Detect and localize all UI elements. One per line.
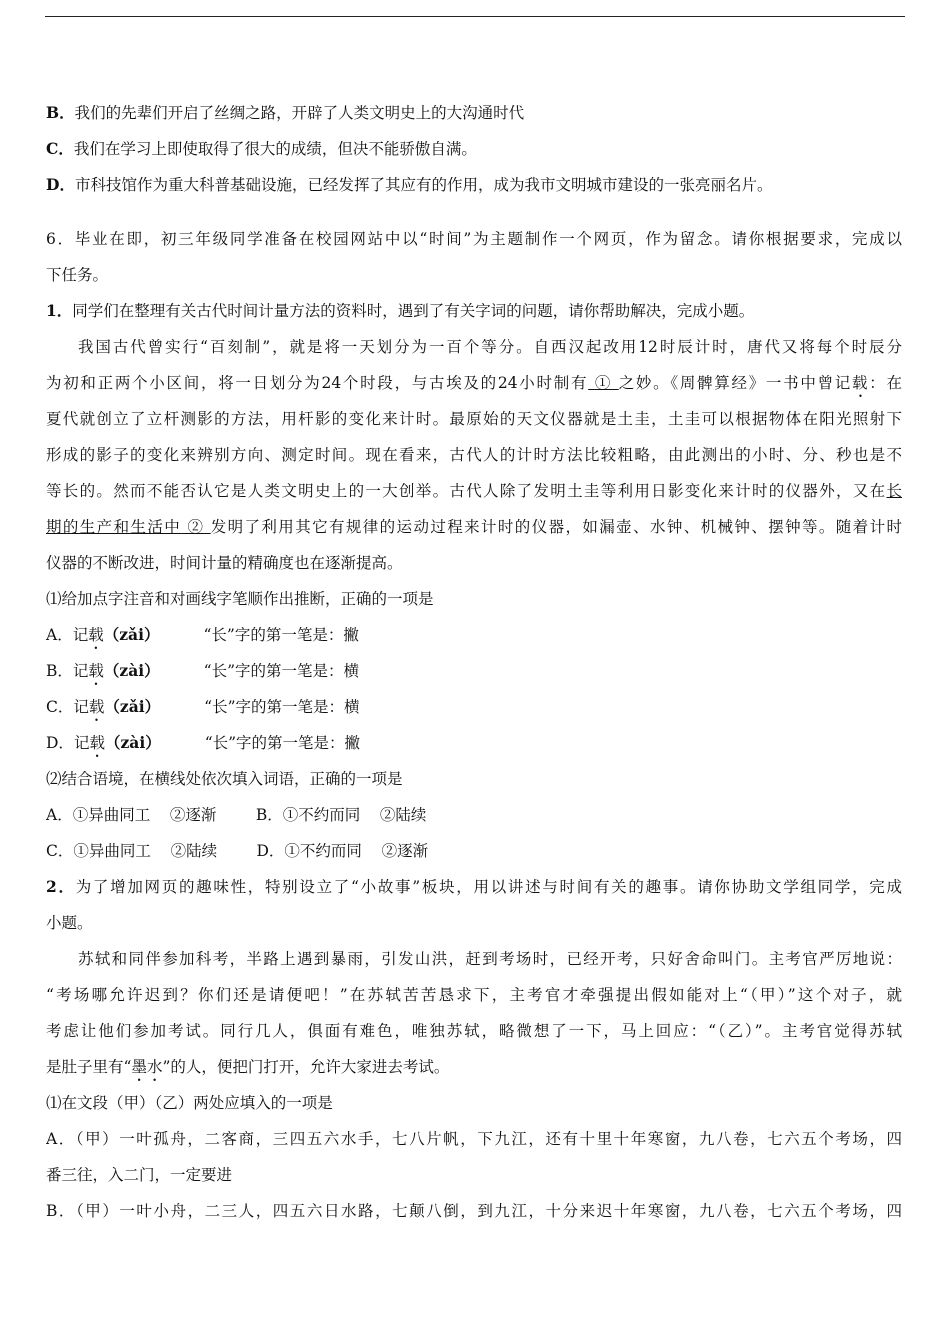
passage-text: ：在 bbox=[869, 374, 902, 392]
sub-question-1 bbox=[46, 293, 902, 329]
passage-1-line-3: 夏代就创立了立杆测影的方法，用杆影的变化来计时。最原始的天文仪器就是土圭，土圭可以根据物体在阳光照射下 bbox=[46, 410, 902, 428]
blank-2-number: ② bbox=[187, 518, 205, 536]
stroke-answer: “长”字的第一笔是：撇 bbox=[203, 626, 359, 644]
option-letter: B． bbox=[46, 662, 73, 680]
exam-page bbox=[46, 95, 902, 1229]
question-1-1-option-d bbox=[46, 725, 902, 761]
dotted-word: 墨水 bbox=[131, 1058, 163, 1076]
option-word: 记 bbox=[73, 734, 90, 752]
underlined-char: 长 bbox=[886, 482, 902, 500]
sub-question-text: 同学们在整理有关古代时间计量方法的资料时，遇到了有关字词的问题，请你帮助解决，完成小题。 bbox=[72, 302, 755, 320]
pinyin: （zài） bbox=[103, 661, 160, 680]
header-rule bbox=[45, 16, 905, 17]
option-word: 记 bbox=[72, 662, 89, 680]
question-2-1-option-a-line-2: 番三往，入二门，一定要进 bbox=[46, 1166, 233, 1184]
blank-1 bbox=[588, 374, 619, 392]
passage-text: ”的人，便把门打开，允许大家进去考试。 bbox=[162, 1058, 450, 1076]
question-1-2-options-row-1: A．①异曲同工 ②逐渐 B．①不约而同 ②陆续 bbox=[46, 806, 427, 824]
option-word: 记 bbox=[73, 698, 89, 716]
passage-2-line-1: 苏轼和同伴参加科考，半路上遇到暴雨，引发山洪，赶到考场时，已经开考，只好舍命叫门。主考官严厉地说： bbox=[78, 950, 902, 968]
passage-1-line-4: 形成的影子的变化来辨别方向、测定时间。现在看来，古代人的计时方法比较粗略，由此测出的小时、分、秒也是不 bbox=[46, 446, 902, 464]
question-2-1-option-b-line-1: B．（甲）一叶小舟，二三人，四五六日水路，七颠八倒，到九江，十分来迟十年寒窗，九八卷，七六五个考场，四 bbox=[46, 1202, 902, 1220]
question-1-2-options-row-2: C．①异曲同工 ②陆续 D．①不约而同 ②逐渐 bbox=[46, 842, 429, 860]
passage-1-line-7: 仪器的不断改进，时间计量的精确度也在逐渐提高。 bbox=[46, 554, 403, 572]
sub-question-2-line-2: 小题。 bbox=[46, 914, 93, 932]
passage-1-line-5 bbox=[46, 473, 902, 509]
passage-text: 是肚子里有“ bbox=[46, 1058, 132, 1076]
blank-2 bbox=[181, 518, 211, 536]
option-word: 记 bbox=[72, 626, 89, 644]
question-1-1-option-c bbox=[46, 689, 902, 725]
option-letter: C． bbox=[46, 139, 74, 158]
passage-text: 为初和正两个小区间，将一日划分为24个时段，与古埃及的24小时制有 bbox=[46, 374, 589, 392]
passage-1-line-2 bbox=[46, 365, 902, 401]
passage-2-line-3: 考虑让他们参加考试。同行几人，俱面有难色，唯独苏轼，略微想了一下，马上回应：“（乙）”。主考官觉得苏轼 bbox=[46, 1022, 902, 1040]
question-1-1-option-b bbox=[46, 653, 902, 689]
dotted-char: 载 bbox=[852, 374, 870, 392]
option-letter: A． bbox=[46, 626, 73, 644]
stroke-answer: “长”字的第一笔是：撇 bbox=[204, 734, 361, 752]
question-1-1-option-a bbox=[46, 617, 902, 653]
question-6-line-1: 6．毕业在即，初三年级同学准备在校园网站中以“时间”为主题制作一个网页，作为留念。请你根据要求，完成以 bbox=[46, 230, 902, 248]
passage-1-line-6 bbox=[46, 509, 902, 545]
underlined-text: 期的生产和生活中 bbox=[46, 518, 182, 536]
sub-question-label: 2． bbox=[46, 877, 76, 896]
question-2-1-option-a-line-1: A．（甲）一叶孤舟，二客商，三四五六水手，七八片帆，下九江，还有十里十年寒窗，九八卷，七六五个考场，四 bbox=[46, 1130, 902, 1148]
passage-2-line-4 bbox=[46, 1049, 902, 1085]
option-d bbox=[46, 167, 902, 203]
dotted-char: 载 bbox=[88, 698, 105, 716]
question-6-line-2: 下任务。 bbox=[46, 266, 109, 284]
blank-1-number: ① bbox=[594, 374, 613, 392]
pinyin: （zǎi） bbox=[103, 625, 160, 644]
pinyin: （zǎi） bbox=[104, 697, 161, 716]
option-text: 我们的先辈们开启了丝绸之路，开辟了人类文明史上的大沟通时代 bbox=[74, 104, 525, 122]
question-1-2-stem: ⑵结合语境，在横线处依次填入词语，正确的一项是 bbox=[46, 770, 403, 788]
passage-text: 发明了利用其它有规律的运动过程来计时的仪器，如漏壶、水钟、机械钟、摆钟等。随着计时 bbox=[210, 518, 902, 536]
passage-text: 之妙。《周髀算经》一书中曾记 bbox=[618, 374, 853, 392]
sub-question-text: 为了增加网页的趣味性，特别设立了“小故事”板块，用以讲述与时间有关的趣事。请你协助文学组同学，完成 bbox=[75, 878, 902, 896]
sub-question-label: 1． bbox=[46, 301, 73, 320]
pinyin: （zài） bbox=[104, 733, 161, 752]
stroke-answer: “长”字的第一笔是：横 bbox=[204, 698, 360, 716]
passage-2-line-2: “考场哪允许迟到？你们还是请便吧！”在苏轼苦苦恳求下，主考官才牵强提出假如能对上“（甲）”这个对子，就 bbox=[46, 986, 902, 1004]
sub-question-2 bbox=[46, 869, 902, 905]
passage-1-line-1: 我国古代曾实行“百刻制”，就是将一天划分为一百个等分。自西汉起改用12时辰计时，唐代又将每个时辰分 bbox=[78, 338, 902, 356]
dotted-char: 载 bbox=[88, 662, 104, 680]
option-letter: C． bbox=[46, 698, 74, 716]
option-text: 市科技馆作为重大科普基础设施，已经发挥了其应有的作用，成为我市文明城市建设的一张亮丽名片。 bbox=[74, 176, 773, 194]
option-text: 我们在学习上即使取得了很大的成绩，但决不能骄傲自满。 bbox=[73, 140, 477, 158]
dotted-char: 载 bbox=[88, 626, 104, 644]
passage-text: 等长的。然而不能否认它是人类文明史上的一大创举。古代人除了发明土圭等利用日影变化来计时的仪器外，又在 bbox=[46, 482, 887, 500]
option-letter: B． bbox=[46, 103, 75, 122]
question-1-1-stem: ⑴给加点字注音和对画线字笔顺作出推断，正确的一项是 bbox=[46, 590, 434, 608]
dotted-char: 载 bbox=[89, 734, 105, 752]
stroke-answer: “长”字的第一笔是：横 bbox=[203, 662, 360, 680]
option-letter: D． bbox=[46, 734, 74, 752]
question-2-1-stem: ⑴在文段（甲）（乙）两处应填入的一项是 bbox=[46, 1094, 333, 1112]
option-b bbox=[46, 95, 902, 131]
option-c bbox=[46, 131, 902, 167]
option-letter: D． bbox=[46, 175, 75, 194]
